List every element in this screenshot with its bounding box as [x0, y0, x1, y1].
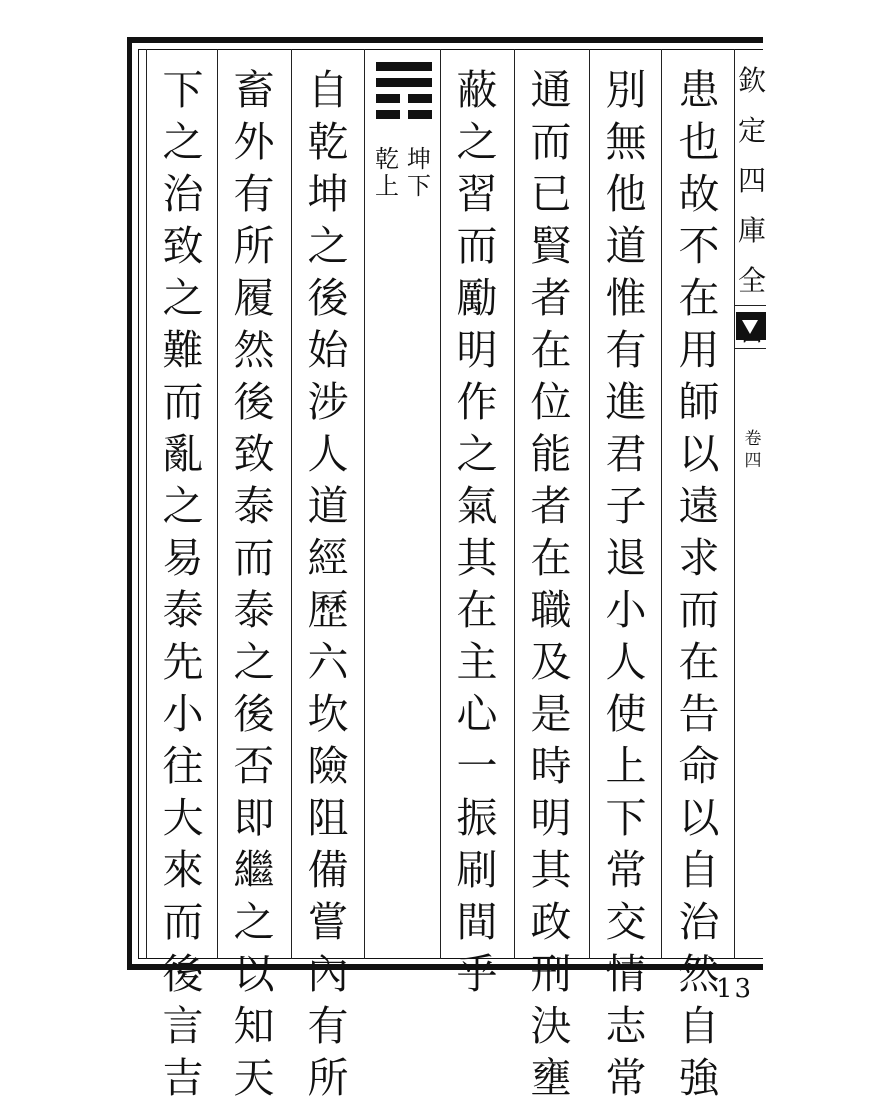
text-char: 坎: [307, 690, 349, 738]
text-column: [447, 64, 507, 998]
book-title-char: 庫: [737, 214, 766, 247]
text-char: 職: [530, 586, 572, 634]
text-char: 時: [530, 742, 572, 790]
text-char: 政: [530, 898, 572, 946]
text-char: 下: [605, 794, 647, 842]
text-char: 振: [456, 794, 498, 842]
text-char: 間: [456, 898, 498, 946]
text-char: 者: [530, 274, 572, 322]
text-char: 氣: [456, 482, 498, 530]
text-char: 然: [233, 326, 275, 374]
text-char: 之: [307, 222, 349, 270]
text-char: 治: [162, 170, 204, 218]
text-char: 否: [233, 742, 275, 790]
text-char: 作: [456, 378, 498, 426]
text-char: 在: [456, 586, 498, 634]
book-title-char: 四: [737, 164, 766, 197]
text-char: 常: [605, 1054, 647, 1102]
text-char: 經: [307, 534, 349, 582]
text-char: 之: [162, 482, 204, 530]
text-column: [669, 64, 729, 1102]
text-char: 患: [678, 66, 720, 114]
text-char: 自: [678, 1002, 720, 1050]
text-char: 惟: [605, 274, 647, 322]
text-char: 其: [530, 846, 572, 894]
text-char: 即: [233, 794, 275, 842]
text-char: 六: [307, 638, 349, 686]
text-char: 道: [307, 482, 349, 530]
text-char: 易: [162, 534, 204, 582]
text-char: 所: [233, 222, 275, 270]
text-char: 然: [678, 950, 720, 998]
text-char: 後: [307, 274, 349, 322]
book-title-char: 定: [737, 114, 766, 147]
hexagram-label-char: 上: [375, 172, 399, 200]
text-char: 之: [233, 638, 275, 686]
text-char: 亂: [162, 430, 204, 478]
text-char: 習: [456, 170, 498, 218]
text-char: 致: [233, 430, 275, 478]
margin-rule: [734, 49, 735, 959]
text-char: 求: [678, 534, 720, 582]
text-char: 自: [678, 846, 720, 894]
column-rule: [146, 49, 147, 959]
text-char: 小: [605, 586, 647, 634]
text-char: 而: [162, 898, 204, 946]
text-char: 乾: [307, 118, 349, 166]
text-char: 之: [456, 118, 498, 166]
text-char: 難: [162, 326, 204, 374]
column-rule: [364, 49, 365, 959]
text-char: 蔽: [456, 66, 498, 114]
text-char: 而: [233, 534, 275, 582]
text-column: [596, 64, 656, 1102]
text-char: 後: [233, 378, 275, 426]
text-char: 畜: [233, 66, 275, 114]
text-char: 有: [605, 326, 647, 374]
text-char: 險: [307, 742, 349, 790]
column-rule: [589, 49, 590, 959]
text-char: 坤: [307, 170, 349, 218]
text-char: 退: [605, 534, 647, 582]
text-char: 所: [307, 1054, 349, 1102]
text-char: 有: [233, 170, 275, 218]
text-char: 之: [162, 118, 204, 166]
text-char: 進: [605, 378, 647, 426]
text-char: 及: [530, 638, 572, 686]
text-char: 先: [162, 638, 204, 686]
text-char: 別: [605, 66, 647, 114]
text-char: 大: [162, 794, 204, 842]
text-char: 使: [605, 690, 647, 738]
text-char: 嘗: [307, 898, 349, 946]
text-char: 志: [605, 1002, 647, 1050]
text-char: 也: [678, 118, 720, 166]
hexagram-label-char: 乾: [375, 145, 399, 173]
text-char: 之: [233, 898, 275, 946]
text-char: 涉: [307, 378, 349, 426]
text-char: 上: [605, 742, 647, 790]
hexagram-symbol-icon: [370, 58, 434, 130]
text-char: 告: [678, 690, 720, 738]
text-char: 位: [530, 378, 572, 426]
text-char: 刑: [530, 950, 572, 998]
text-char: 子: [605, 482, 647, 530]
text-char: 乎: [456, 950, 498, 998]
text-char: 君: [605, 430, 647, 478]
volume-char: 卷: [744, 429, 762, 449]
text-char: 後: [162, 950, 204, 998]
text-char: 言: [162, 1002, 204, 1050]
column-rule: [291, 49, 292, 959]
text-column: [298, 64, 358, 1102]
column-rule: [440, 49, 441, 959]
volume-label: [741, 428, 765, 472]
text-char: 不: [678, 222, 720, 270]
text-char: 交: [605, 898, 647, 946]
text-char: 往: [162, 742, 204, 790]
text-char: 在: [530, 326, 572, 374]
text-char: 壅: [530, 1054, 572, 1102]
hexagram-label-lower: [374, 146, 400, 200]
text-char: 小: [162, 690, 204, 738]
text-char: 泰: [162, 586, 204, 634]
text-char: 在: [678, 274, 720, 322]
text-char: 之: [456, 430, 498, 478]
text-char: 主: [456, 638, 498, 686]
text-char: 明: [530, 794, 572, 842]
text-char: 師: [678, 378, 720, 426]
text-char: 命: [678, 742, 720, 790]
text-char: 始: [307, 326, 349, 374]
hexagram-label-upper: [406, 146, 432, 200]
text-char: 用: [678, 326, 720, 374]
text-char: 決: [530, 1002, 572, 1050]
text-char: 下: [162, 66, 204, 114]
text-char: 情: [605, 950, 647, 998]
text-char: 自: [307, 66, 349, 114]
volume-char: 四: [744, 451, 762, 471]
text-char: 能: [530, 430, 572, 478]
book-title-char: 全: [737, 264, 766, 297]
text-char: 已: [530, 170, 572, 218]
text-char: 故: [678, 170, 720, 218]
text-char: 明: [456, 326, 498, 374]
text-char: 有: [307, 1002, 349, 1050]
text-char: 刷: [456, 846, 498, 894]
text-char: 以: [678, 794, 720, 842]
text-char: 是: [530, 690, 572, 738]
text-char: 賢: [530, 222, 572, 270]
text-char: 而: [456, 222, 498, 270]
column-rule: [514, 49, 515, 959]
hexagram-label-char: 坤: [407, 145, 431, 173]
text-char: 在: [678, 638, 720, 686]
fish-tail-mark-icon: [736, 308, 766, 344]
text-char: 其: [456, 534, 498, 582]
text-char: 備: [307, 846, 349, 894]
text-char: 者: [530, 482, 572, 530]
text-char: 履: [233, 274, 275, 322]
book-title-char: 欽: [737, 64, 766, 97]
text-char: 而: [530, 118, 572, 166]
text-char: 人: [605, 638, 647, 686]
text-column: [521, 64, 581, 1102]
text-char: 而: [162, 378, 204, 426]
text-char: 而: [678, 586, 720, 634]
text-char: 勵: [456, 274, 498, 322]
text-char: 他: [605, 170, 647, 218]
text-char: 吉: [162, 1054, 204, 1102]
page-number: 13: [716, 974, 754, 1004]
text-char: 歷: [307, 586, 349, 634]
text-char: 治: [678, 898, 720, 946]
text-char: 阻: [307, 794, 349, 842]
text-char: 以: [233, 950, 275, 998]
text-char: 道: [605, 222, 647, 270]
text-char: 泰: [233, 482, 275, 530]
text-char: 心: [456, 690, 498, 738]
text-char: 以: [678, 430, 720, 478]
text-char: 知: [233, 1002, 275, 1050]
text-char: 人: [307, 430, 349, 478]
column-rule: [217, 49, 218, 959]
text-char: 天: [233, 1054, 275, 1102]
text-char: 泰: [233, 586, 275, 634]
text-char: 致: [162, 222, 204, 270]
text-char: 繼: [233, 846, 275, 894]
text-char: 通: [530, 66, 572, 114]
text-char: 遠: [678, 482, 720, 530]
text-char: 內: [307, 950, 349, 998]
text-char: 常: [605, 846, 647, 894]
hexagram-label-char: 下: [407, 172, 431, 200]
text-column: [224, 64, 284, 1102]
text-char: 在: [530, 534, 572, 582]
text-char: 之: [162, 274, 204, 322]
text-char: 無: [605, 118, 647, 166]
column-rule: [661, 49, 662, 959]
text-char: 來: [162, 846, 204, 894]
text-column: [153, 64, 213, 1102]
text-char: 外: [233, 118, 275, 166]
text-char: 後: [233, 690, 275, 738]
text-char: 一: [456, 742, 498, 790]
text-char: 強: [678, 1054, 720, 1102]
